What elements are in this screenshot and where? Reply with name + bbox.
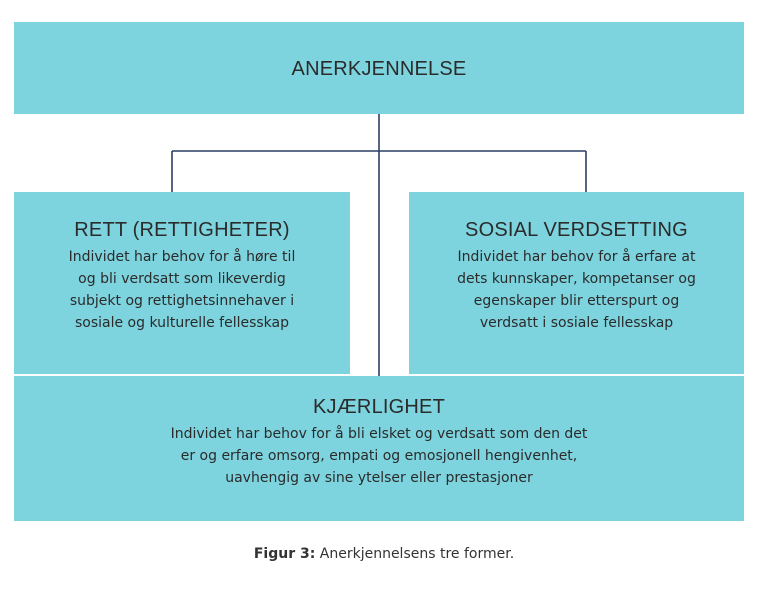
rett-description [14, 246, 350, 334]
sosial-verdsetting-description [409, 246, 744, 334]
rett-box [14, 192, 350, 374]
figure-caption [0, 546, 768, 562]
rett-line: Individet har behov for å høre til [68, 249, 296, 265]
sosial-verdsetting-box [409, 192, 744, 374]
anerkjennelse-box [14, 22, 744, 114]
sosial-verdsetting-title: SOSIAL VERDSETTING [465, 219, 688, 241]
sosial-verdsetting-line: egenskaper blir etterspurt og [473, 293, 680, 309]
kjaerlighet-title: KJÆRLIGHET [312, 396, 446, 418]
rett-line: og bli verdsatt som likeverdig [78, 271, 286, 287]
kjaerlighet-line: Individet har behov for å bli elsket og verdsatt som den det [170, 426, 588, 442]
anerkjennelse-title: ANERKJENNELSE [291, 58, 467, 80]
kjaerlighet-line: er og erfare omsorg, empati og emosjonell hengivenhet, [180, 448, 578, 464]
rett-line: sosiale og kulturelle fellesskap [74, 315, 290, 331]
caption-text: Anerkjennelsens tre former. [315, 546, 515, 562]
sosial-verdsetting-line: dets kunnskaper, kompetanser og [457, 271, 696, 287]
kjaerlighet-description [14, 423, 744, 489]
sosial-verdsetting-line: verdsatt i sosiale fellesskap [479, 315, 674, 331]
caption-label: Figur 3: [253, 546, 316, 562]
sosial-verdsetting-line: Individet har behov for å erfare at [457, 249, 696, 265]
rett-title: RETT (RETTIGHETER) [74, 219, 290, 241]
kjaerlighet-box [14, 376, 744, 521]
kjaerlighet-line: uavhengig av sine ytelser eller prestasjoner [225, 470, 533, 486]
rett-line: subjekt og rettighetsinnehaver i [69, 293, 295, 309]
